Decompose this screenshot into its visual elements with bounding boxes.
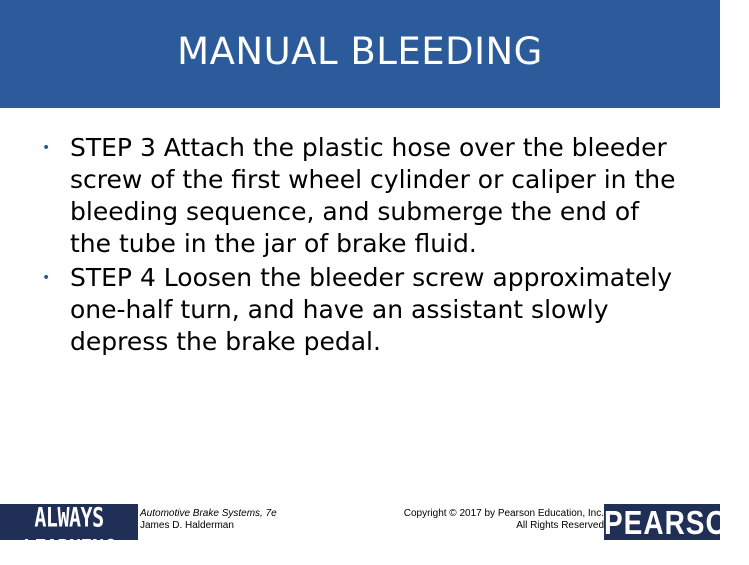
pearson-logo-text: PEARSON [604, 503, 749, 541]
book-author: James D. Halderman [140, 520, 234, 531]
copyright [384, 508, 604, 532]
copyright-line-1: Copyright © 2017 by Pearson Education, Inc. [403, 508, 604, 519]
bullet-step-4 [42, 262, 682, 358]
book-title: Automotive Brake Systems, 7e [140, 508, 277, 519]
always-learning-logo [0, 500, 138, 565]
slide-content [42, 132, 682, 360]
always-learning-text: ALWAYS LEARNING [22, 500, 116, 565]
copyright-line-2: All Rights Reserved [516, 520, 604, 531]
bullet-text: STEP 4 Loosen the bleeder screw approximately one-half turn, and have an assistant slowly depress the brake pedal. [70, 263, 673, 356]
book-info [140, 508, 360, 532]
bullet-text: STEP 3 Attach the plastic hose over the bleeder screw of the first wheel cylinder or caliper in the bleeding sequence, and submerge the end of the tube in the jar of brake fluid. [70, 133, 676, 258]
slide-title: MANUAL BLEEDING [177, 30, 543, 73]
pearson-logo [604, 503, 749, 541]
bullet-step-3 [42, 132, 682, 260]
bullet-dot-icon: • [42, 140, 51, 156]
title-bar [0, 0, 720, 108]
bullet-dot-icon: • [42, 270, 51, 286]
